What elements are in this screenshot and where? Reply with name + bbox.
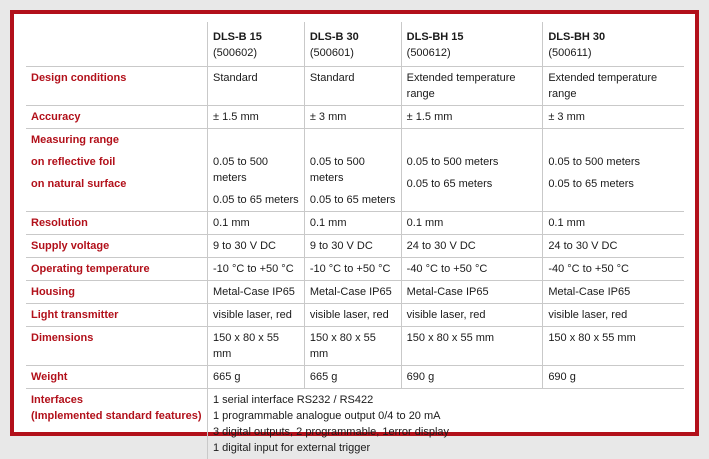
spec-table-frame — [10, 10, 699, 436]
interfaces-row — [26, 389, 684, 459]
value-cell: Extended temperature range — [401, 67, 543, 106]
resolution-row — [26, 212, 684, 235]
value-cell: Metal-Case IP65 — [543, 281, 684, 304]
value-cell: Metal-Case IP65 — [208, 281, 305, 304]
light-row — [26, 304, 684, 327]
row-label: Housing — [26, 281, 208, 304]
value-cell: -10 °C to +50 °C — [304, 258, 401, 281]
measuring-row — [26, 129, 684, 212]
row-label: Dimensions — [26, 327, 208, 366]
value-cell: 0.05 to 500 meters 0.05 to 65 meters — [401, 129, 543, 212]
col-header: DLS-B 30 (500601) — [304, 22, 401, 67]
value-cell: 24 to 30 V DC — [543, 235, 684, 258]
housing-row — [26, 281, 684, 304]
value-cell: 9 to 30 V DC — [304, 235, 401, 258]
value-cell: 0.05 to 500 meters 0.05 to 65 meters — [543, 129, 684, 212]
value-cell: 0.1 mm — [401, 212, 543, 235]
row-label: Operating temperature — [26, 258, 208, 281]
value-cell: 9 to 30 V DC — [208, 235, 305, 258]
row-label: Accuracy — [26, 106, 208, 129]
value-cell: Extended temperature range — [543, 67, 684, 106]
row-label: Measuring range on reflective foil on natural surface — [26, 129, 208, 212]
value-cell: 0.05 to 500 meters 0.05 to 65 meters — [208, 129, 305, 212]
value-cell: 24 to 30 V DC — [401, 235, 543, 258]
col-header: DLS-BH 15 (500612) — [401, 22, 543, 67]
value-cell: 0.1 mm — [543, 212, 684, 235]
value-cell: visible laser, red — [208, 304, 305, 327]
value-cell: ± 3 mm — [304, 106, 401, 129]
dimensions-row — [26, 327, 684, 366]
accuracy-row — [26, 106, 684, 129]
value-cell: Standard — [304, 67, 401, 106]
value-cell: ± 3 mm — [543, 106, 684, 129]
value-cell: 665 g — [304, 366, 401, 389]
value-cell: 150 x 80 x 55 mm — [401, 327, 543, 366]
value-cell: Standard — [208, 67, 305, 106]
value-cell: 665 g — [208, 366, 305, 389]
spec-table — [26, 22, 684, 459]
value-cell: visible laser, red — [401, 304, 543, 327]
interfaces-list — [208, 389, 685, 459]
col-header: DLS-B 15 (500602) — [208, 22, 305, 67]
col-header: DLS-BH 30 (500611) — [543, 22, 684, 67]
header-row — [26, 22, 684, 67]
design-row — [26, 67, 684, 106]
value-cell: 0.1 mm — [208, 212, 305, 235]
weight-row — [26, 366, 684, 389]
value-cell: 0.05 to 500 meters 0.05 to 65 meters — [304, 129, 401, 212]
value-cell: 150 x 80 x 55 mm — [304, 327, 401, 366]
value-cell: ± 1.5 mm — [208, 106, 305, 129]
row-label: Interfaces (Implemented standard features) — [26, 389, 208, 459]
temperature-row — [26, 258, 684, 281]
value-cell: -40 °C to +50 °C — [401, 258, 543, 281]
value-cell: 150 x 80 x 55 mm — [208, 327, 305, 366]
value-cell: 0.1 mm — [304, 212, 401, 235]
row-label: Resolution — [26, 212, 208, 235]
value-cell: -10 °C to +50 °C — [208, 258, 305, 281]
value-cell: 150 x 80 x 55 mm — [543, 327, 684, 366]
list-item: 1 serial interface RS232 / RS422 — [213, 392, 680, 408]
list-item: 3 digital outputs, 2 programmable, 1error display — [213, 424, 680, 440]
row-label: Design conditions — [26, 67, 208, 106]
value-cell: 690 g — [401, 366, 543, 389]
value-cell: Metal-Case IP65 — [401, 281, 543, 304]
value-cell: visible laser, red — [543, 304, 684, 327]
header-empty-cell — [26, 22, 208, 67]
value-cell: ± 1.5 mm — [401, 106, 543, 129]
value-cell: 690 g — [543, 366, 684, 389]
list-item: 1 digital input for external trigger — [213, 440, 680, 456]
list-item: 1 programmable analogue output 0/4 to 20 mA — [213, 408, 680, 424]
value-cell: Metal-Case IP65 — [304, 281, 401, 304]
value-cell: visible laser, red — [304, 304, 401, 327]
row-label: Supply voltage — [26, 235, 208, 258]
value-cell: -40 °C to +50 °C — [543, 258, 684, 281]
row-label: Light transmitter — [26, 304, 208, 327]
row-label: Weight — [26, 366, 208, 389]
supply-row — [26, 235, 684, 258]
